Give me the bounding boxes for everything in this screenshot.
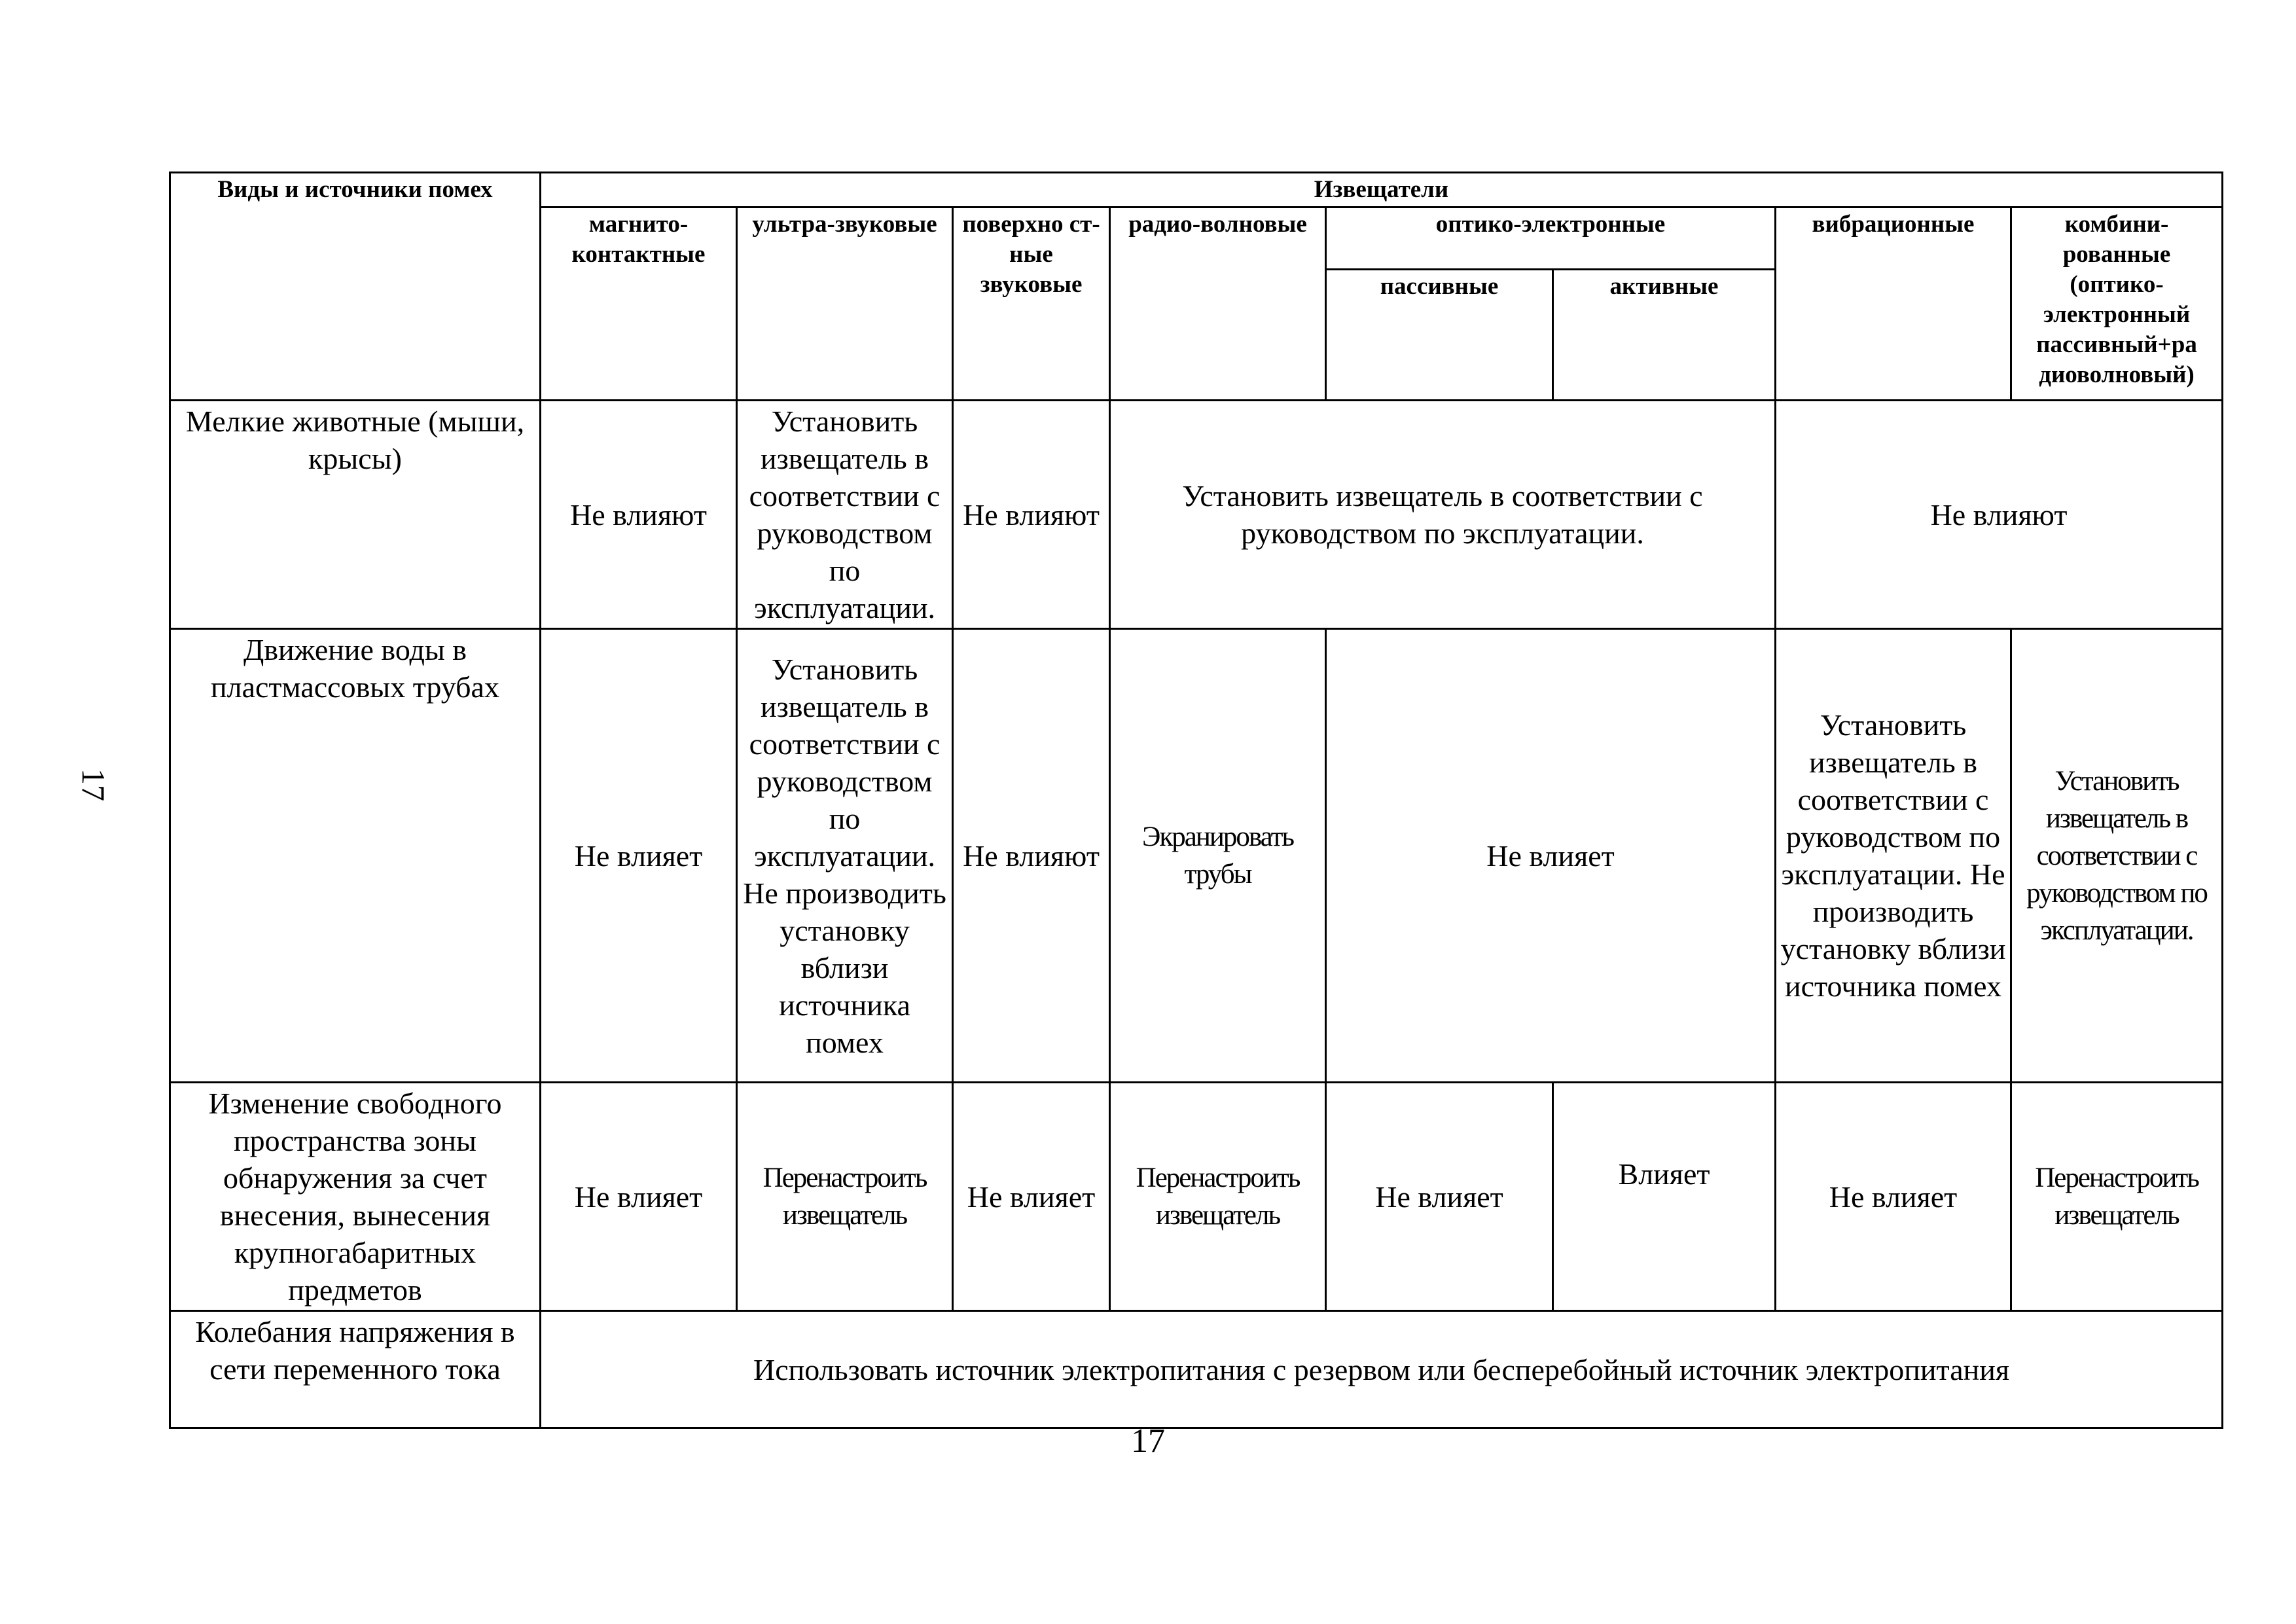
cell-animals-surface: Не влияют — [953, 401, 1110, 629]
row-label-animals: Мелкие животные (мыши, крысы) — [170, 401, 541, 629]
cell-animals-magnetic: Не влияют — [541, 401, 737, 629]
cell-space-active: Влияет — [1553, 1083, 1776, 1311]
cell-space-combined: Перенастроить извещатель — [2011, 1083, 2223, 1311]
side-page-number: 17 — [75, 768, 112, 801]
header-sources: Виды и источники помех — [170, 173, 541, 401]
cell-water-vibration: Установить извещатель в соответствии с руководством по эксплуатации. Не производить установку вблизи источника помех — [1776, 629, 2011, 1083]
row-label-voltage: Колебания напряжения в сети переменного тока — [170, 1311, 541, 1428]
header-optoelectronic: оптико-электронные — [1326, 208, 1776, 270]
cell-water-opto: Не влияет — [1326, 629, 1776, 1083]
header-detectors: Извещатели — [541, 173, 2223, 208]
header-vibration: вибрационные — [1776, 208, 2011, 401]
cell-voltage-all: Использовать источник электропитания с резервом или бесперебойный источник электропитания — [541, 1311, 2223, 1428]
header-passive: пассивные — [1326, 270, 1553, 401]
cell-water-magnetic: Не влияет — [541, 629, 737, 1083]
cell-space-magnetic: Не влияет — [541, 1083, 737, 1311]
header-radio-wave: радио-волновые — [1110, 208, 1326, 401]
cell-water-combined: Установить извещатель в соответствии с руководством по эксплуатации. — [2011, 629, 2223, 1083]
cell-space-surface: Не влияет — [953, 1083, 1110, 1311]
header-surface-sound: поверхно ст-ные звуковые — [953, 208, 1110, 401]
header-magnetic: магнито-контактные — [541, 208, 737, 401]
cell-space-passive: Не влияет — [1326, 1083, 1553, 1311]
header-ultrasonic: ультра-звуковые — [737, 208, 953, 401]
bottom-page-number: 17 — [1131, 1422, 1165, 1460]
header-combined: комбини-рованные (оптико-электронный пассивный+ра диоволновый) — [2011, 208, 2223, 401]
cell-water-ultrasonic: Установить извещатель в соответствии с руководством по эксплуатации. Не производить установку вблизи источника помех — [737, 629, 953, 1083]
cell-animals-vib-comb: Не влияют — [1776, 401, 2223, 629]
row-label-water: Движение воды в пластмассовых трубах — [170, 629, 541, 1083]
cell-animals-ultrasonic: Установить извещатель в соответствии с руководством по эксплуатации. — [737, 401, 953, 629]
cell-space-ultrasonic: Перенастроить извещатель — [737, 1083, 953, 1311]
interference-table — [169, 171, 2223, 1429]
cell-space-radio: Перенастроить извещатель — [1110, 1083, 1326, 1311]
cell-space-vibration: Не влияет — [1776, 1083, 2011, 1311]
cell-water-surface: Не влияют — [953, 629, 1110, 1083]
row-label-space: Изменение свободного пространства зоны обнаружения за счет внесения, вынесения крупногабаритных предметов — [170, 1083, 541, 1311]
header-active: активные — [1553, 270, 1776, 401]
cell-animals-radio-opto: Установить извещатель в соответствии с руководством по эксплуатации. — [1110, 401, 1776, 629]
cell-water-radio: Экранировать трубы — [1110, 629, 1326, 1083]
